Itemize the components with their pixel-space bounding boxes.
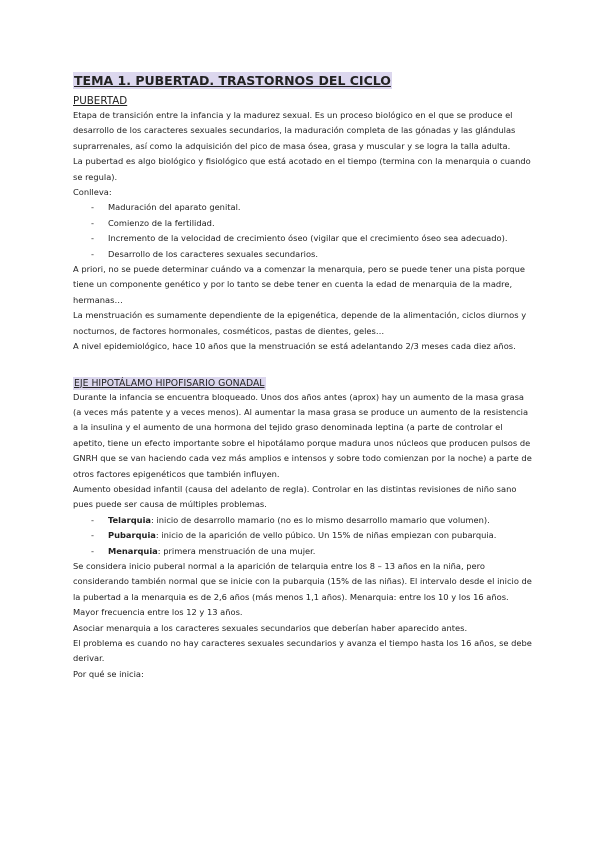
paragraph: A priori, no se puede determinar cuándo va a comenzar la menarquia, pero se puede tener una pista porque tiene un componente genético y por lo tanto se debe tener en cuenta la edad de menarquia de la madre, hermanas… <box>73 264 526 305</box>
paragraph: A nivel epidemiológico, hace 10 años que la menstruación se está adelantando 2/3 meses cada diez años. <box>73 341 516 352</box>
term-description: : inicio de desarrollo mamario (no es lo mismo desarrollo mamario que volumen). <box>151 514 490 525</box>
section-heading-eje: EJE HIPOTÁLAMO HIPOFISARIO GONADAL <box>74 377 265 389</box>
term-pubarquia: Pubarquia <box>108 530 156 541</box>
paragraph: El problema es cuando no hay caracteres sexuales secundarios y avanza el tiempo hasta los 16 años, se debe derivar. <box>73 638 532 664</box>
paragraph: Se considera inicio puberal normal a la aparición de telarquia entre los 8 – 13 años en la niña, pero considerando también normal que se inicie con la pubarquia (15% de las niñas). El intervalo desde el inicio de la pubertad a la menarquia es de 2,6 años (más menos 1,1 años). Menarquia: entre los 10 y los 16 años. Mayor frecuencia entre los 12 y 13 años. <box>73 560 532 618</box>
list-item <box>73 528 533 543</box>
paragraph: Conlleva: <box>73 187 112 198</box>
list-item: - Comienzo de la fertilidad. <box>73 216 533 231</box>
document-page <box>73 70 533 682</box>
terms-list <box>73 513 533 559</box>
document-title: TEMA 1. PUBERTAD. TRASTORNOS DEL CICLO <box>74 73 391 88</box>
paragraph: Etapa de transición entre la infancia y la madurez sexual. Es un proceso biológico en el que se produce el desarrollo de los caracteres sexuales secundarios, la maduración completa de las gónadas y las glándulas suprarrenales, así como la adquisición del pico de masa ósea, grasa y muscular y se logra la talla adulta. <box>73 110 516 151</box>
conlleva-list <box>73 200 533 262</box>
list-item: - Desarrollo de los caracteres sexuales secundarios. <box>73 247 533 262</box>
term-menarquia: Menarquia <box>108 545 158 556</box>
term-description: : primera menstruación de una mujer. <box>157 545 316 556</box>
section-heading-pubertad: PUBERTAD <box>73 95 128 107</box>
list-item: - Maduración del aparato genital. <box>73 200 533 215</box>
list-item: - Incremento de la velocidad de crecimiento óseo (vigilar que el crecimiento óseo sea adecuado). <box>73 231 533 246</box>
paragraph: Durante la infancia se encuentra bloqueado. Unos dos años antes (aprox) hay un aumento de la masa grasa (a veces más patente y a veces menos). Al aumentar la masa grasa se produce un aumento de la resistencia a la insulina y el aumento de una hormona del tejido graso denominada leptina (a parte de controlar el apetito, tiene un efecto importante sobre el hipotálamo porque madura unos núcleos que producen pulsos de GNRH que se van haciendo cada vez más amplios e intensos y sobre todo comienzan por la noche) a parte de otros factores epigenéticos que también influyen. <box>73 391 532 479</box>
term-description: : inicio de la aparición de vello púbico. Un 15% de niñas empiezan con pubarquia. <box>155 530 497 541</box>
paragraph: Por qué se inicia: <box>73 668 144 679</box>
paragraph: La menstruación es sumamente dependiente de la epigenética, depende de la alimentación, ciclos diurnos y nocturnos, de factores hormonales, cosméticos, pastas de dientes, geles… <box>73 310 527 336</box>
list-item <box>73 544 533 559</box>
paragraph: Asociar menarquia a los caracteres sexuales secundarios que deberían haber aparecido antes. <box>73 622 468 633</box>
list-item <box>73 513 533 528</box>
paragraph: Aumento obesidad infantil (causa del adelanto de regla). Controlar en las distintas revisiones de niño sano pues puede ser causa de múltiples problemas. <box>73 483 517 510</box>
paragraph: La pubertad es algo biológico y fisiológico que está acotado en el tiempo (termina con la menarquia o cuando se regula). <box>73 156 531 182</box>
term-telarquia: Telarquia <box>108 514 152 525</box>
